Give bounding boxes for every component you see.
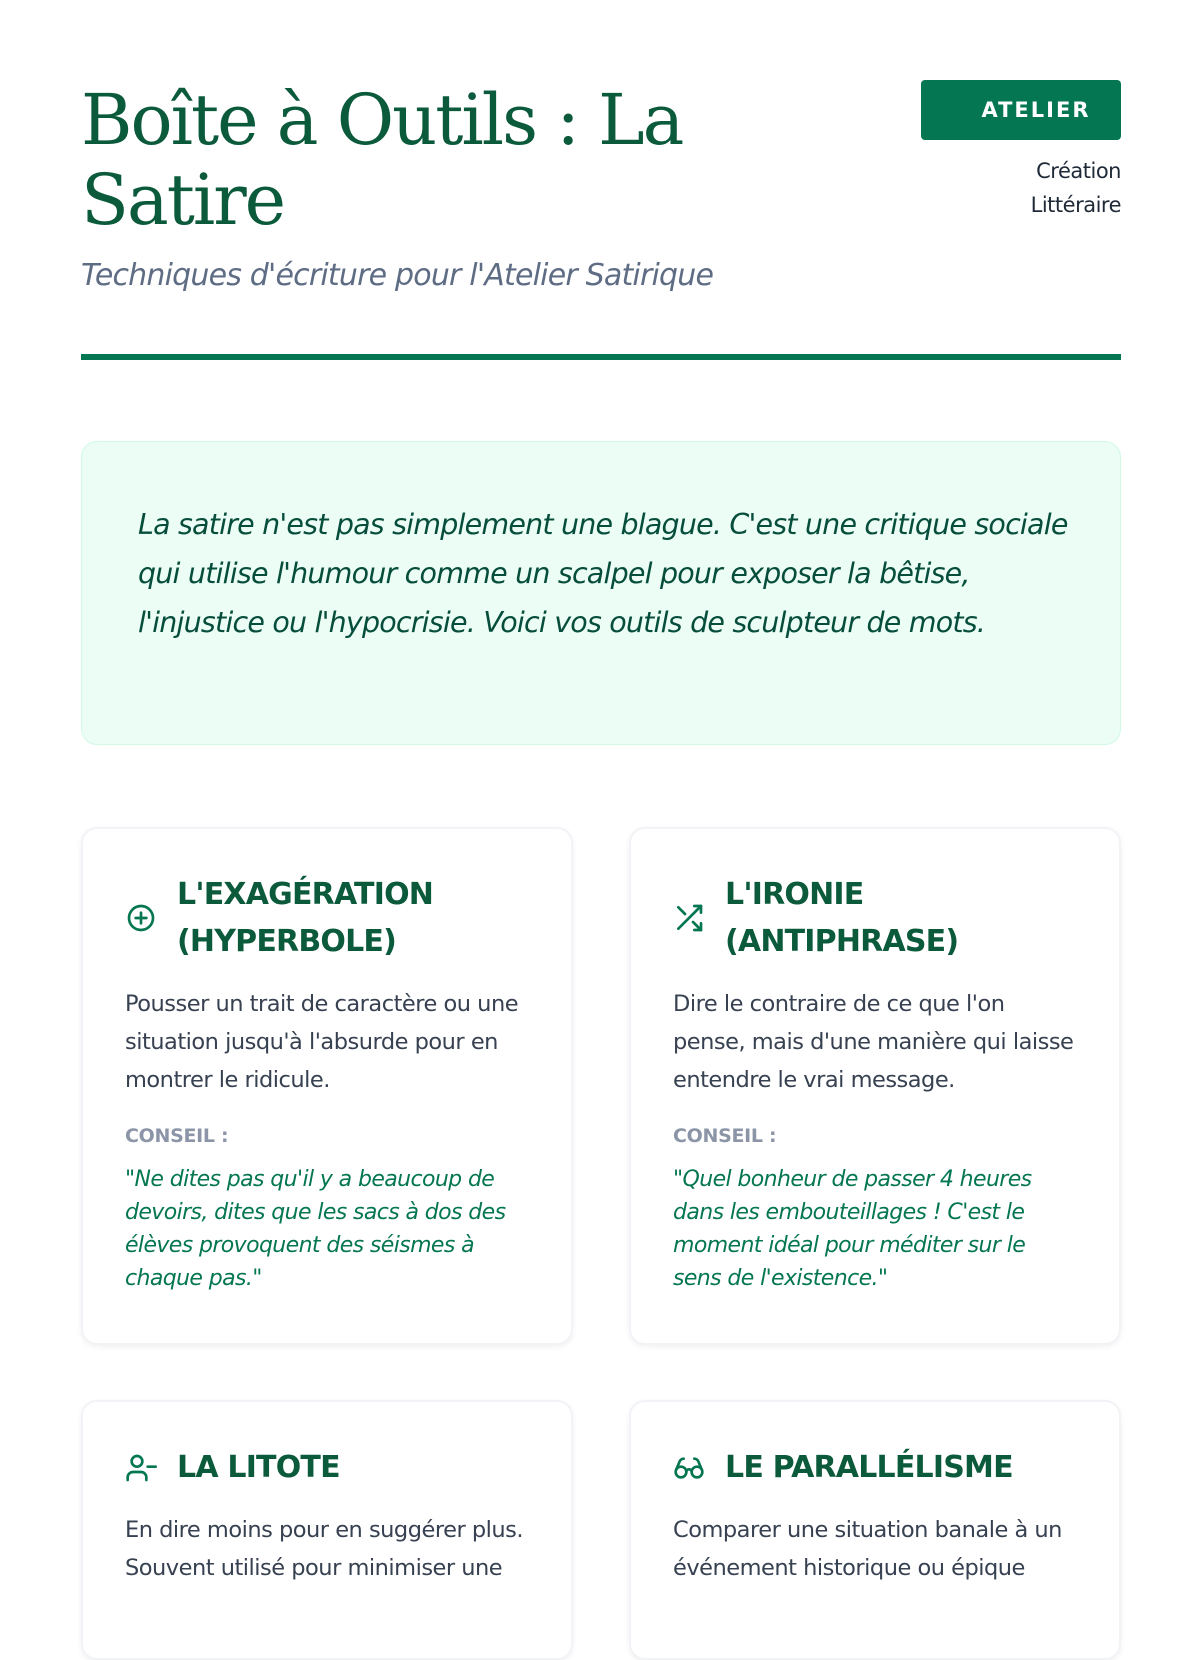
card-header: [673, 871, 1079, 965]
technique-card-litotes: [81, 1400, 573, 1660]
intro-callout: [81, 441, 1121, 745]
header-divider: [81, 354, 1121, 360]
page: [81, 0, 1121, 1581]
technique-card-parallelism: [629, 1400, 1121, 1660]
card-title: L'IRONIE (ANTIPHRASE): [725, 877, 959, 959]
tip-example: "Quel bonheur de passer 4 heures dans les embouteillages ! C'est le moment idéal pour méditer sur le sens de l'existence.": [673, 1167, 1032, 1291]
page-title: Boîte à Outils : La Satire: [81, 79, 683, 241]
tip-example: "Ne dites pas qu'il y a beaucoup de devoirs, dites que les sacs à dos des élèves provoquent des séismes à chaque pas.": [125, 1167, 506, 1291]
card-description: Dire le contraire de ce que l'on pense, mais d'une manière qui laisse entendre le vrai message.: [673, 991, 1074, 1093]
page-subtitle: Techniques d'écriture pour l'Atelier Satirique: [81, 258, 714, 293]
user-minus-icon: [125, 1452, 157, 1484]
page-header: [81, 0, 1121, 362]
card-title: LE PARALLÉLISME: [725, 1450, 1013, 1485]
technique-card-irony: [629, 827, 1121, 1345]
technique-card-exaggeration: [81, 827, 573, 1345]
badge-caption: Création Littéraire: [1030, 159, 1121, 217]
tip-label: CONSEIL :: [673, 1125, 777, 1147]
card-description: Pousser un trait de caractère ou une situation jusqu'à l'absurde pour en montrer le ridicule.: [125, 991, 519, 1093]
card-description: En dire moins pour en suggérer plus. Souvent utilisé pour minimiser une: [125, 1517, 524, 1581]
atelier-badge: ATELIER: [921, 80, 1121, 140]
tip-label: CONSEIL :: [125, 1125, 229, 1147]
card-title: LA LITOTE: [177, 1450, 340, 1485]
card-header: [125, 1444, 531, 1491]
intro-text: La satire n'est pas simplement une blague. C'est une critique sociale qui utilise l'humour comme un scalpel pour exposer la bêtise, l'injustice ou l'hypocrisie. Voici vos outils de sculpteur de mots.: [138, 508, 1068, 639]
plus-circle-icon: [125, 902, 157, 934]
shuffle-icon: [673, 902, 705, 934]
card-header: [125, 871, 531, 965]
card-title: L'EXAGÉRATION (HYPERBOLE): [177, 877, 434, 959]
card-description: Comparer une situation banale à un événement historique ou épique: [673, 1517, 1062, 1581]
card-header: [673, 1444, 1079, 1491]
glasses-icon: [673, 1452, 705, 1484]
